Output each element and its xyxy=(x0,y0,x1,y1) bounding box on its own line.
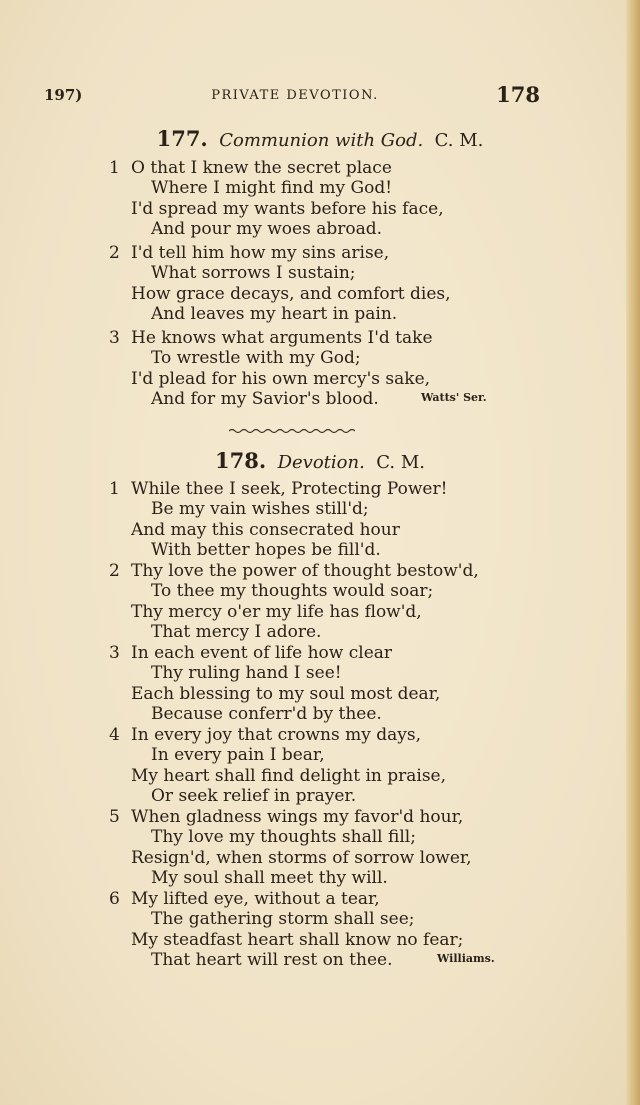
decorative-wavy-rule xyxy=(229,426,355,436)
verse-line: And leaves my heart in pain. xyxy=(151,304,398,325)
stanza xyxy=(0,643,640,725)
verse-line: I'd spread my wants before his face, xyxy=(131,198,444,219)
verse-line: Thy love my thoughts shall fill; xyxy=(151,827,416,848)
hymn-meter: C. M. xyxy=(376,452,426,473)
stanza xyxy=(0,561,640,643)
verse-line: Or seek relief in prayer. xyxy=(151,786,357,807)
stanza xyxy=(0,479,640,561)
hymn-number: 177. xyxy=(156,126,208,151)
hymn-title: Communion with God. xyxy=(219,130,424,151)
verse-line: Where I might find my God! xyxy=(151,178,393,199)
stanza xyxy=(0,725,640,807)
hymn-author: Watts' Ser. xyxy=(421,391,487,405)
verse-line: O that I knew the secret place xyxy=(131,158,392,178)
verse-line: My lifted eye, without a tear, xyxy=(131,889,380,909)
running-header xyxy=(0,82,640,116)
hymn-title: Devotion. xyxy=(277,452,365,473)
stanza xyxy=(0,889,640,971)
verse-line: What sorrows I sustain; xyxy=(151,263,356,284)
page-number: 178 xyxy=(496,82,540,107)
verse-line: I'd plead for his own mercy's sake, xyxy=(131,368,431,389)
verse-line: In every pain I bear, xyxy=(151,745,325,766)
stanza-number: 1 xyxy=(109,479,120,499)
verse-line: Each blessing to my soul most dear, xyxy=(131,683,441,704)
stanza-number: 2 xyxy=(109,561,120,581)
verse-line: That mercy I adore. xyxy=(151,622,322,643)
verse-line: In each event of life how clear xyxy=(131,643,393,663)
header-left-number: 197) xyxy=(44,86,83,104)
stanza-number: 1 xyxy=(109,158,120,178)
verse-line: How grace decays, and comfort dies, xyxy=(131,283,451,304)
hymn-177-title xyxy=(0,126,640,151)
verse-line: The gathering storm shall see; xyxy=(151,909,415,930)
verse-line: Thy love the power of thought bestow'd, xyxy=(131,561,479,581)
verse-line: And may this consecrated hour xyxy=(131,519,400,540)
stanza xyxy=(0,243,640,325)
verse-line: With better hopes be fill'd. xyxy=(151,540,381,561)
stanza-number: 3 xyxy=(109,328,120,348)
verse-line: And for my Savior's blood. xyxy=(151,389,379,410)
verse-line: Resign'd, when storms of sorrow lower, xyxy=(131,847,472,868)
hymn-author: Williams. xyxy=(437,952,495,966)
stanza-number: 4 xyxy=(109,725,120,745)
hymn-meter: C. M. xyxy=(434,130,484,151)
verse-line: Be my vain wishes still'd; xyxy=(151,499,369,520)
verse-line: I'd tell him how my sins arise, xyxy=(131,243,390,263)
stanza-number: 3 xyxy=(109,643,120,663)
stanza-number: 2 xyxy=(109,243,120,263)
verse-line: When gladness wings my favor'd hour, xyxy=(131,807,464,827)
verse-line: My steadfast heart shall know no fear; xyxy=(131,929,464,950)
running-title: PRIVATE DEVOTION. xyxy=(211,88,379,103)
verse-line: To thee my thoughts would soar; xyxy=(151,581,434,602)
hymn-number: 178. xyxy=(214,448,267,473)
verse-line: Because conferr'd by thee. xyxy=(151,704,382,725)
verse-line: In every joy that crowns my days, xyxy=(131,725,421,745)
verse-line: Thy mercy o'er my life has flow'd, xyxy=(131,601,422,622)
stanza xyxy=(0,158,640,240)
verse-line: My soul shall meet thy will. xyxy=(151,868,388,889)
stanza-number: 6 xyxy=(109,889,120,909)
stanza xyxy=(0,328,640,410)
verse-line: And pour my woes abroad. xyxy=(151,219,383,240)
stanza xyxy=(0,807,640,889)
verse-line: While thee I seek, Protecting Power! xyxy=(131,479,448,499)
verse-line: My heart shall find delight in praise, xyxy=(131,765,447,786)
verse-line: Thy ruling hand I see! xyxy=(151,663,342,684)
hymn-178-title xyxy=(0,448,640,473)
verse-line: That heart will rest on thee. xyxy=(151,950,393,971)
verse-line: He knows what arguments I'd take xyxy=(131,328,433,348)
stanza-number: 5 xyxy=(109,807,120,827)
verse-line: To wrestle with my God; xyxy=(151,348,361,369)
